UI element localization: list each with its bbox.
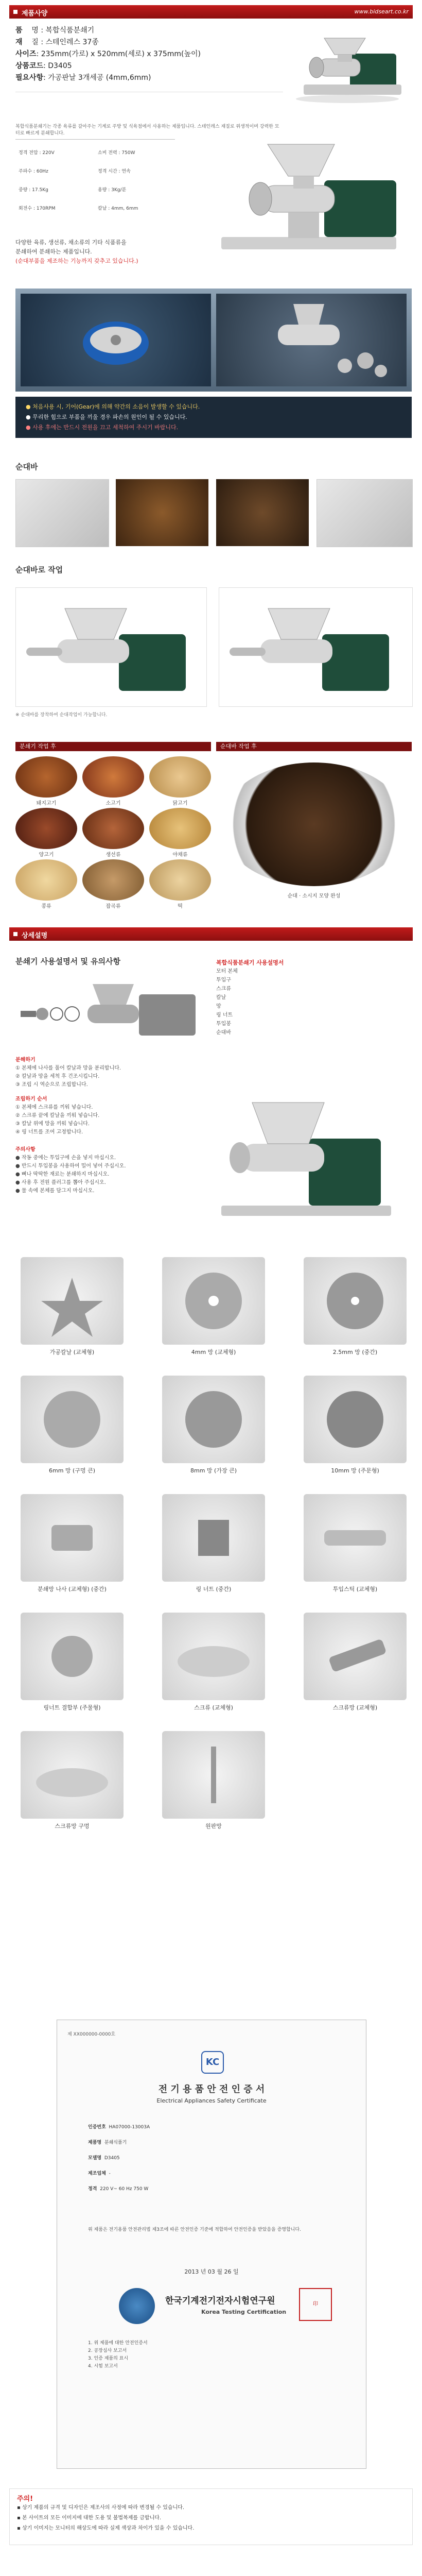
- cert-issuer-en: Korea Testing Certification: [201, 2309, 287, 2315]
- section-header-specs: [9, 5, 413, 19]
- exploded-diagram: [15, 979, 211, 1051]
- cert-body: 위 제품은 전기용품 안전관리법 제3조에 따른 안전인증 기준에 적합하여 안전인증을 받았음을 증명합니다.: [88, 2227, 301, 2232]
- manual-left-text: 분해하기 ① 본체에 나사를 풀어 칼날과 망을 분리합니다. ② 칼날과 망을 세척 후 건조시킵니다. ③ 조립 시 역순으로 조립합니다. 조립하기 순서 ① 본체에 스크류를 끼워 넣습니다. ② 스크류 끝에 칼날을 끼워 넣습니다. ③ 칼날 위에 망을 끼워 넣습니다. ④ 링 너트를 조여 고정합니다. 주의사항 ● 작동 중에는 투입구에 손을 넣지 마십시오. ● 반드시 투입봉을 사용하여 밀어 넣어 주십시오. ● 뼈나 딱딱한 재료는 분쇄하지 마십시오. ● 사용 후 전원 플러그를 뽑아 주십시오. ● 물 속에 본체를 담그지 마십시오.: [15, 1057, 126, 1194]
- section-header-detail: [9, 927, 413, 941]
- sausage-photo: [216, 479, 309, 546]
- parts-photo-right: [216, 294, 407, 386]
- section-title: 제품사양: [22, 10, 48, 18]
- feature-banner: [15, 289, 412, 392]
- machine-with-sundae-right: [219, 587, 413, 707]
- bullet-icon: [13, 932, 17, 936]
- info-row-size: 사이즈: 235mm(가로) x 520mm(세로) x 375mm(높이): [15, 50, 201, 58]
- cert-title-en: Electrical Appliances Safety Certificate: [156, 2097, 267, 2104]
- manual-right-text: 복합식품분쇄기 사용설명서 모터 본체 투입구 스크류 칼날 망 링 너트 투입봉 순대바: [216, 959, 284, 1036]
- sundae-title: 순대바: [15, 462, 38, 471]
- info-row-material: 재 질 : 스테인레스 37종: [15, 38, 99, 46]
- spec-table: 정격 전압 : 220V 소비 전력 : 750W 주파수 : 60Hz 정격 시간 : 연속 중량 : 17.5Kg 용량 : 3Kg/분 회전수 : 170RPM 칼날 : 4mm, 6mm: [15, 139, 175, 222]
- kc-mark-icon: KC: [201, 2051, 224, 2074]
- info-row-name: 품 명 : 복합식품분쇄기: [15, 26, 95, 35]
- grind-grid: 돼지고기 소고기 닭고기 양고기 생선류 야채류 콩류 잡곡류 떡: [15, 756, 211, 911]
- info-row-extra: 필요사항: 가공판날 3개세공 (4mm,6mm): [15, 74, 151, 82]
- parts-grid: 가공칼날 (교체형) 4mm 망 (교체형) 2.5mm 망 (중간) 6mm 망 (구멍 큰) 8mm 망 (가장 큰) 10mm 망 (주문형) 분쇄망 나사 (교체형) (중간) 링 너트 (중간) 투입스틱 (교체형) 링너트 결합부 (주물형) 스크류 (교체형) 스크류망 (교체형) 스크류망 구멍 원판망: [15, 1257, 412, 2014]
- site-url: www.bidseart.co.kr: [354, 8, 409, 15]
- manual-title: 분쇄기 사용설명서 및 유의사항: [15, 957, 121, 966]
- notice-box: 주의! ▪ 상기 제품의 규격 및 디자인은 제조사의 사정에 따라 변경될 수 있습니다. ▪ 본 사이트의 모든 이미지에 대한 도용 및 불법복제를 금합니다. ▪ 상기 이미지는 모니터의 해상도에 따라 실제 색상과 차이가 있을 수 있습니다.: [9, 2488, 413, 2545]
- cert-issuer-kr: 한국기계전기전자시험연구원: [165, 2296, 275, 2306]
- seal-icon: 印: [299, 2288, 332, 2321]
- parts-photo-left: [21, 294, 211, 386]
- info-row-code: 상품코드: D3405: [15, 62, 72, 70]
- product-info: [15, 25, 283, 84]
- machine-photo: [211, 118, 412, 258]
- grind-examples: 분쇄기 작업 후 순대바 작업 후 돼지고기 소고기 닭고기 양고기 생선류 야채류 콩류 잡곡류 떡 순대 · 소시지 모양 완성: [15, 742, 412, 912]
- cert-number: 제 XX000000-0000호: [67, 2032, 116, 2037]
- sausage-photo: [116, 479, 208, 546]
- sundae-work-photos: [15, 587, 412, 721]
- assembled-machine-photo: [216, 1092, 407, 1221]
- sundae-caption: ※ 순대바를 장착하여 순대작업이 가능합니다.: [15, 713, 108, 718]
- grind-left-title: 분쇄기 작업 후: [15, 742, 211, 751]
- section-title: 상세설명: [22, 932, 48, 940]
- machine-with-sundae-left: [15, 587, 207, 707]
- sausage-plate-photo: [221, 762, 407, 886]
- sundae-work-title: 순대바로 작업: [15, 565, 63, 574]
- ktc-logo-icon: [119, 2288, 155, 2324]
- notice-title: 주의!: [17, 2495, 33, 2503]
- usage-text: 다양한 육류, 생선류, 채소류의 기타 식품류을 분쇄하여 분쇄하는 제품입니다. (순대부품을 제조하는 기능까지 갖추고 있습니다.): [15, 239, 138, 264]
- certificate: 제 XX000000-0000호 KC 전 기 용 품 안 전 인 증 서 Electrical Appliances Safety Certificate 인증번호 HA07000-13003A 제품명 분쇄식품기 모델명 D3405 제조업체 - 정격 220 V~ 60 Hz 750 W 위 제품은 전기용품 안전관리법 제3조에 따른 안전인증 기준에 적합하여 안전인증을 받았음을 증명합니다. 2013 년 03 월 26 일 한국기계전기전자시험연구원 Korea Testing Certification 印 1. 위 제품에 대한 안전인증서 2. 공장심사 보고서 3. 인증 제품의 표시 4. 시험 보고서: [57, 2020, 366, 2469]
- cert-title-kr: 전 기 용 품 안 전 인 증 서: [158, 2084, 265, 2095]
- product-photo: [288, 23, 407, 105]
- cert-notes: 1. 위 제품에 대한 안전인증서 2. 공장심사 보고서 3. 인증 제품의 표시 4. 시험 보고서: [88, 2341, 148, 2369]
- warning-box: ● 처음사용 시, 기어(Gear)에 의해 약간의 소음이 발생할 수 있습니다. ● 무리한 힘으로 부품을 끼울 경우 파손의 원인이 될 수 있습니다. ● 사용 후에는 반드시 전원을 끄고 세척하여 주시기 바랍니다.: [15, 397, 412, 438]
- cert-date: 2013 년 03 월 26 일: [184, 2268, 239, 2275]
- bullet-icon: [13, 10, 17, 14]
- grind-right-title: 순대바 작업 후: [216, 742, 412, 751]
- sundae-photos: [15, 479, 412, 546]
- intro-text: 복합식품분쇄기는 각종 육류를 갈아주는 기계로 주방 및 식육점에서 사용하는 제품입니다. 스테인레스 재질로 위생적이며 강력한 모터로 빠르게 분쇄합니다.: [15, 124, 279, 136]
